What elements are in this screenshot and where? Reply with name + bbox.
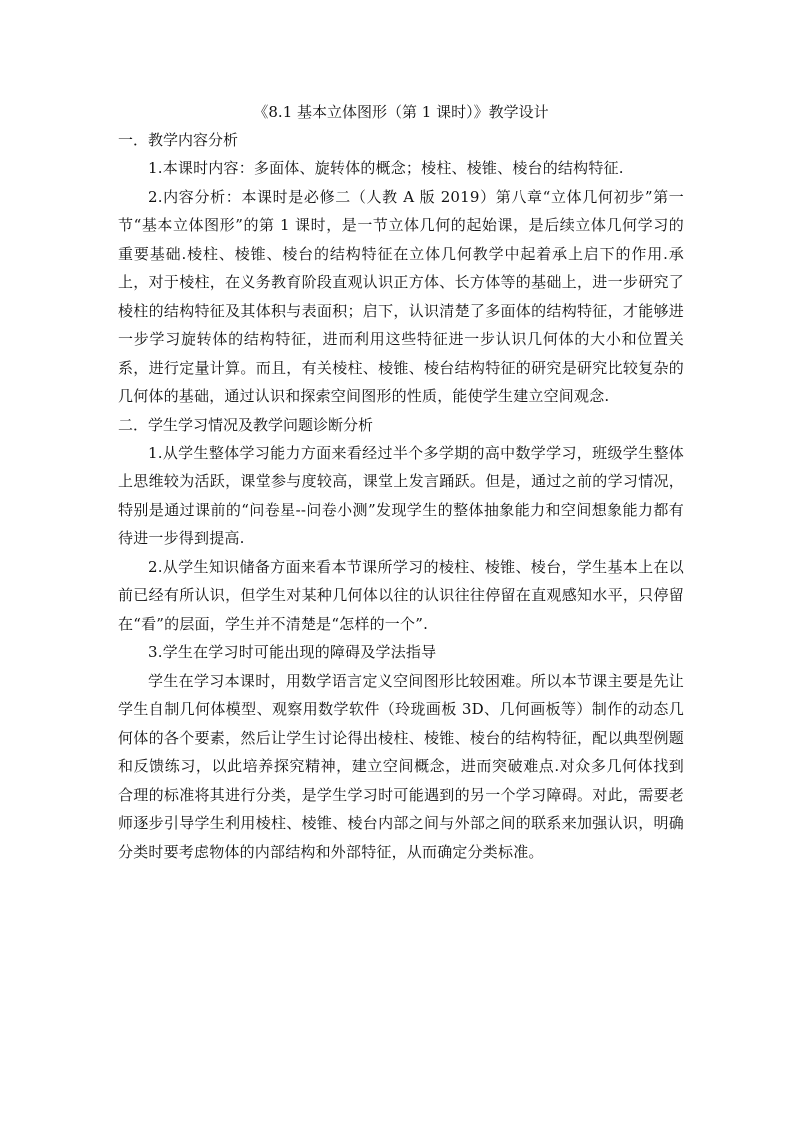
paragraph-knowledge-reserve: 2.从学生知识储备方面来看本节课所学习的棱柱、棱锥、棱台，学生基本上在以前已经有所认识，但学生对某种几何体以往的认识往往停留在直观感知水平，只停留在“看”的层面，学生并不清楚是“怎样的一个”. [118, 557, 684, 633]
paragraph-obstacles-guidance: 学生在学习本课时，用数学语言定义空间图形比较困难。所以本节课主要是先让学生自制几何体模型、观察用数学软件（玲珑画板 3D、几何画板等）制作的动态几何体的各个要素，然后让学生讨论得出棱柱、棱锥、棱台的结构特征，配以典型例题和反馈练习，以此培养探究精神，建立空间概念，进而突破难点.对众多几何体找到合理的标准将其进行分类，是学生学习时可能遇到的另一个学习障碍。对此，需要老师逐步引导学生利用棱柱、棱锥、棱台内部之间与外部之间的联系来加强认识，明确分类时要考虑物体的内部结构和外部特征，从而确定分类标准。 [118, 671, 684, 861]
paragraph-content-analysis: 2.内容分析：本课时是必修二（人教 A 版 2019）第八章“立体几何初步”第一节“基本立体图形”的第 1 课时，是一节立体几何的起始课，是后续立体几何学习的重要基础.棱柱、棱锥、棱台的结构特征在立体几何教学中起着承上启下的作用.承上，对于棱柱，在义务教育阶段直观认识正方体、长方体等的基础上，进一步研究了棱柱的结构特征及其体积与表面积；启下，认识清楚了多面体的结构特征，才能够进一步学习旋转体的结构特征，进而利用这些特征进一步认识几何体的大小和位置关系，进行定量计算。而且，有关棱柱、棱锥、棱台结构特征的研究是研究比较复杂的几何体的基础，通过认识和探索空间图形的性质，能使学生建立空间观念. [118, 187, 684, 405]
paragraph-obstacles-heading: 3.学生在学习时可能出现的障碍及学法指导 [148, 643, 437, 661]
section-heading-student-analysis: 二．学生学习情况及教学问题诊断分析 [118, 415, 374, 434]
paragraph-learning-ability: 1.从学生整体学习能力方面来看经过半个多学期的高中数学学习，班级学生整体上思维较为活跃，课堂参与度较高，课堂上发言踊跃。但是，通过之前的学习情况，特别是通过课前的“问卷星--问卷小测”发现学生的整体抽象能力和空间想象能力都有待进一步得到提高. [118, 443, 684, 547]
document-title: 《8.1 基本立体图形（第 1 课时）》教学设计 [253, 103, 549, 121]
paragraph-lesson-content: 1.本课时内容：多面体、旋转体的概念；棱柱、棱锥、棱台的结构特征. [148, 159, 624, 177]
document-page [118, 98, 684, 866]
section-heading-content-analysis: 一．教学内容分析 [118, 131, 239, 149]
